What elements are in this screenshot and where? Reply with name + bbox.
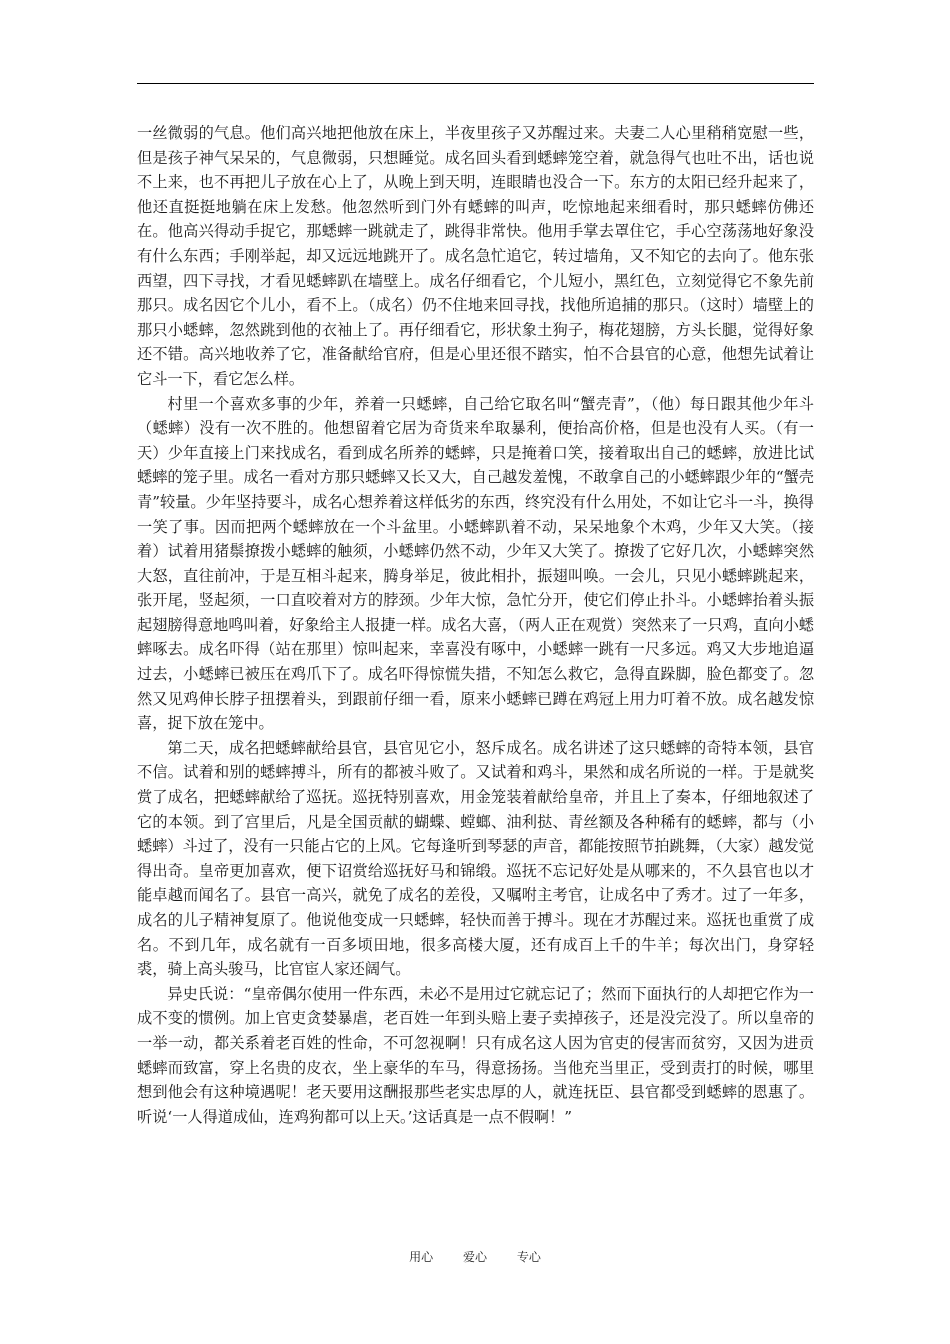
- paragraph-4: 异史氏说：“皇帝偶尔使用一件东西，未必不是用过它就忘记了；然而下面执行的人却把它作为一成不变的惯例。加上官吏贪婪暴虐，老百姓一年到头赔上妻子卖掉孩子，还是没完没了。所以皇帝的一举一动，都关系着老百姓的性命，不可忽视啊！只有成名这人因为官吏的侵害而贫穷，又因为进贡蟋蟀而致富，穿上名贵的皮衣，坐上豪华的车马，得意扬扬。当他充当里正，受到责打的时候，哪里想到他会有这种境遇呢！老天要用这酬报那些老实忠厚的人，就连抚臣、县官都受到蟋蟀的恩惠了。听说‘一人得道成仙，连鸡狗都可以上天。’这话真是一点不假啊！”: [137, 984, 814, 1126]
- paragraph-2: 村里一个喜欢多事的少年，养着一只蟋蟀，自己给它取名叫“蟹壳青”，（他）每日跟其他少年斗（蟋蟀）没有一次不胜的。他想留着它居为奇货来牟取暴利，便抬高价格，但是也没有人买。（有一天）少年直接上门来找成名，看到成名所养的蟋蟀，只是掩着口笑，接着取出自己的蟋蟀，放进比试蟋蟀的笼子里。成名一看对方那只蟋蟀又长又大，自己越发羞愧，不敢拿自己的小蟋蟀跟少年的“蟹壳青”较量。少年坚持要斗，成名心想养着这样低劣的东西，终究没有什么用处，不如让它斗一斗，换得一笑了事。因而把两个蟋蟀放在一个斗盆里。小蟋蟀趴着不动，呆呆地象个木鸡，少年又大笑。（接着）试着用猪鬃撩拨小蟋蟀的触须，小蟋蟀仍然不动，少年又大笑了。撩拨了它好几次，小蟋蟀突然大怒，直往前冲，于是互相斗起来，腾身举足，彼此相扑，振翅叫唤。一会儿，只见小蟋蟀跳起来，张开尾，竖起须，一口直咬着对方的脖颈。少年大惊，急忙分开，使它们停止扑斗。小蟋蟀抬着头振起翅膀得意地鸣叫着，好象给主人报捷一样。成名大喜，（两人正在观赏）突然来了一只鸡，直向小蟋蟀啄去。成名吓得（站在那里）惊叫起来，幸喜没有啄中，小蟋蟀一跳有一尺多远。鸡又大步地追逼过去，小蟋蟀已被压在鸡爪下了。成名吓得惊慌失措，不知怎么救它，急得直跺脚，脸色都变了。忽然又见鸡伸长脖子扭摆着头，到跟前仔细一看，原来小蟋蟀已蹲在鸡冠上用力叮着不放。成名越发惊喜，捉下放在笼中。: [137, 394, 814, 733]
- page-footer: [0, 1249, 950, 1265]
- document-body: [137, 121, 814, 1129]
- paragraph-1: 一丝微弱的气息。他们高兴地把他放在床上，半夜里孩子又苏醒过来。夫妻二人心里稍稍宽慰一些，但是孩子神气呆呆的，气息微弱，只想睡觉。成名回头看到蟋蟀笼空着，就急得气也吐不出，话也说不上来，也不再把儿子放在心上了，从晚上到天明，连眼睛也没合一下。东方的太阳已经升起来了，他还直挺挺地躺在床上发愁。他忽然听到门外有蟋蟀的叫声，吃惊地起来细看时，那只蟋蟀仿佛还在。他高兴得动手捉它，那蟋蟀一跳就走了，跳得非常快。他用手掌去罩住它，手心空荡荡地好象没有什么东西；手刚举起，却又远远地跳开了。成名急忙追它，转过墙角，又不知它的去向了。他东张西望，四下寻找，才看见蟋蟀趴在墙壁上。成名仔细看它，个儿短小，黑红色，立刻觉得它不象先前那只。成名因它个儿小，看不上。（成名）仍不住地来回寻找，找他所追捕的那只。（这时）墙壁上的那只小蟋蟀，忽然跳到他的衣袖上了。再仔细看它，形状象土狗子，梅花翅膀，方头长腿，觉得好象还不错。高兴地收养了它，准备献给官府，但是心里还很不踏实，怕不合县官的心意，他想先试着让它斗一下，看它怎么样。: [137, 124, 814, 388]
- footer-item-1: 用心: [409, 1250, 434, 1264]
- footer-item-2: 爱心: [462, 1250, 487, 1264]
- footer-item-3: 专心: [516, 1250, 541, 1264]
- header-rule: [137, 83, 814, 84]
- paragraph-3: 第二天，成名把蟋蟀献给县官，县官见它小，怒斥成名。成名讲述了这只蟋蟀的奇特本领，县官不信。试着和别的蟋蟀搏斗，所有的都被斗败了。又试着和鸡斗，果然和成名所说的一样。于是就奖赏了成名，把蟋蟀献给了巡抚。巡抚特别喜欢，用金笼装着献给皇帝，并且上了奏本，仔细地叙述了它的本领。到了宫里后，凡是全国贡献的蝴蝶、螳螂、油利挞、青丝额及各种稀有的蟋蟀，都与（小蟋蟀）斗过了，没有一只能占它的上风。它每逢听到琴瑟的声音，都能按照节拍跳舞，（大家）越发觉得出奇。皇帝更加喜欢，便下诏赏给巡抚好马和锦缎。巡抚不忘记好处是从哪来的，不久县官也以才能卓越而闻名了。县官一高兴，就免了成名的差役，又嘱咐主考官，让成名中了秀才。过了一年多，成名的儿子精神复原了。他说他变成一只蟋蟀，轻快而善于搏斗。现在才苏醒过来。巡抚也重赏了成名。不到几年，成名就有一百多顷田地，很多高楼大厦，还有成百上千的牛羊；每次出门，身穿轻裘，骑上高头骏马，比官宦人家还阔气。: [137, 738, 814, 979]
